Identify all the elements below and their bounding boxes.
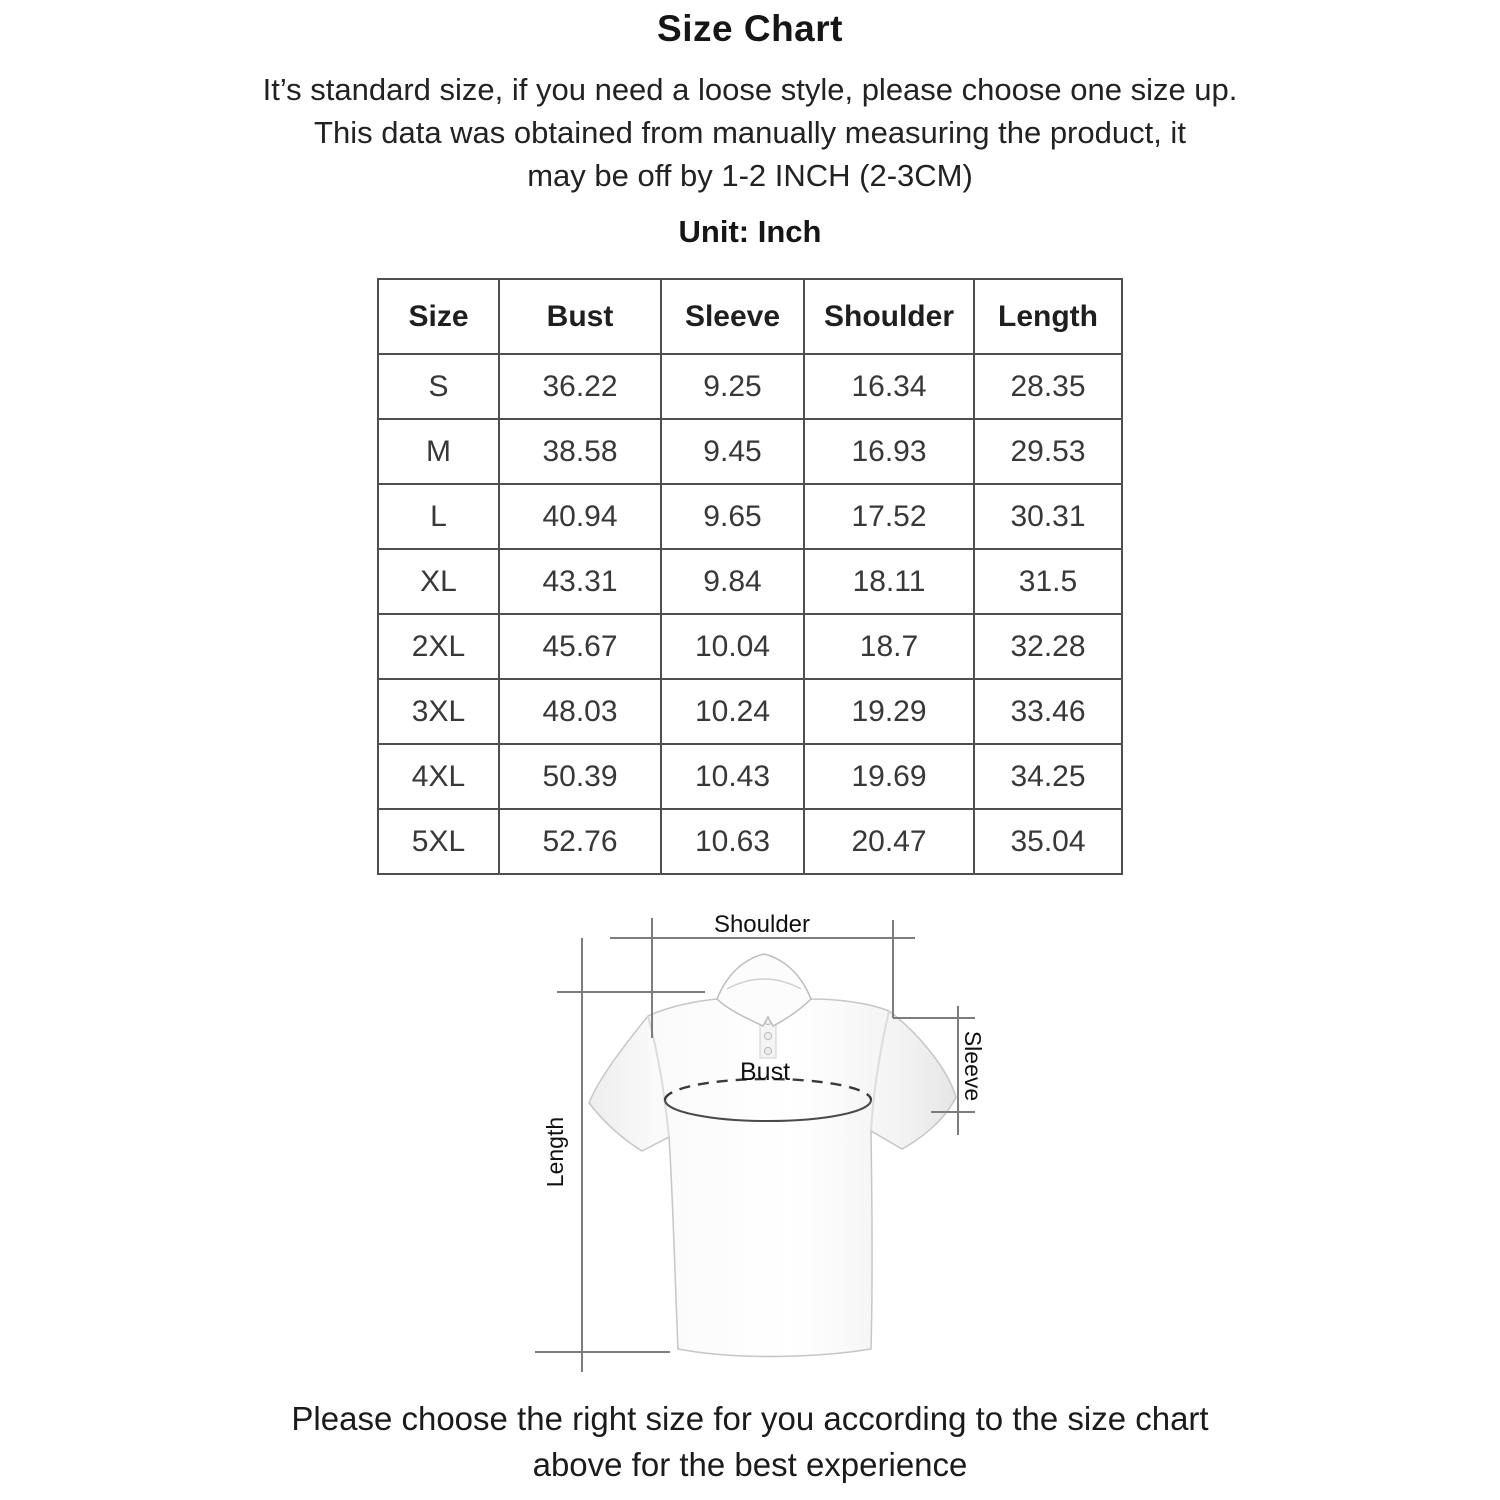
sleeve-cell: 9.84 [661, 549, 804, 614]
shoulder-cell: 19.69 [804, 744, 974, 809]
size-cell: M [378, 419, 499, 484]
size-cell: 4XL [378, 744, 499, 809]
bust-cell: 43.31 [499, 549, 661, 614]
sleeve-cell: 9.65 [661, 484, 804, 549]
length-cell: 34.25 [974, 744, 1122, 809]
size-note-line-2: This data was obtained from manually measuring the product, it [314, 115, 1186, 150]
bust-cell: 45.67 [499, 614, 661, 679]
column-header-shoulder: Shoulder [804, 279, 974, 354]
column-header-size: Size [378, 279, 499, 354]
size-cell: 5XL [378, 809, 499, 874]
button [764, 1047, 771, 1054]
unit-label: Unit: Inch [678, 214, 822, 249]
footer-note-line-2: above for the best experience [532, 1446, 968, 1483]
sleeve-cell: 10.63 [661, 809, 804, 874]
length-cell: 33.46 [974, 679, 1122, 744]
size-note-line-3: may be off by 1-2 INCH (2-3CM) [527, 158, 973, 193]
length-cell: 30.31 [974, 484, 1122, 549]
size-cell: S [378, 354, 499, 419]
sleeve-cell: 10.43 [661, 744, 804, 809]
length-cell: 35.04 [974, 809, 1122, 874]
size-cell: 2XL [378, 614, 499, 679]
bust-cell: 52.76 [499, 809, 661, 874]
polo-shirt-illustration [589, 954, 956, 1357]
sleeve-label: Sleeve [960, 1030, 986, 1102]
size-cell: XL [378, 549, 499, 614]
button [764, 1032, 771, 1039]
table-header-row [378, 279, 1122, 354]
length-cell: 28.35 [974, 354, 1122, 419]
bust-label: Bust [739, 1058, 791, 1086]
length-cell: 31.5 [974, 549, 1122, 614]
shoulder-cell: 16.93 [804, 419, 974, 484]
sleeve-cell: 9.25 [661, 354, 804, 419]
shoulder-cell: 16.34 [804, 354, 974, 419]
table-row [378, 679, 1122, 744]
footer-note [0, 1396, 1500, 1488]
bust-cell: 50.39 [499, 744, 661, 809]
table-row [378, 354, 1122, 419]
sleeve-cell: 10.24 [661, 679, 804, 744]
table-row [378, 549, 1122, 614]
shoulder-label: Shoulder [713, 911, 811, 938]
column-header-sleeve: Sleeve [661, 279, 804, 354]
size-table [377, 278, 1123, 875]
bust-cell: 38.58 [499, 419, 661, 484]
footer-note-line-1: Please choose the right size for you according to the size chart [291, 1400, 1209, 1437]
sleeve-cell: 9.45 [661, 419, 804, 484]
table-row [378, 809, 1122, 874]
column-header-length: Length [974, 279, 1122, 354]
table-row [378, 614, 1122, 679]
bust-cell: 48.03 [499, 679, 661, 744]
shoulder-cell: 19.29 [804, 679, 974, 744]
measurement-diagram [515, 890, 1065, 1390]
shoulder-cell: 18.11 [804, 549, 974, 614]
size-cell: L [378, 484, 499, 549]
page-title: Size Chart [657, 8, 843, 49]
table-row [378, 419, 1122, 484]
size-note-line-1: It’s standard size, if you need a loose style, please choose one size up. [262, 72, 1238, 107]
bust-cell: 40.94 [499, 484, 661, 549]
size-note [0, 68, 1500, 197]
bust-cell: 36.22 [499, 354, 661, 419]
length-cell: 29.53 [974, 419, 1122, 484]
shoulder-cell: 20.47 [804, 809, 974, 874]
column-header-bust: Bust [499, 279, 661, 354]
length-label: Length [542, 1116, 568, 1188]
table-row [378, 744, 1122, 809]
size-cell: 3XL [378, 679, 499, 744]
shoulder-cell: 17.52 [804, 484, 974, 549]
sleeve-cell: 10.04 [661, 614, 804, 679]
shoulder-cell: 18.7 [804, 614, 974, 679]
table-row [378, 484, 1122, 549]
length-cell: 32.28 [974, 614, 1122, 679]
